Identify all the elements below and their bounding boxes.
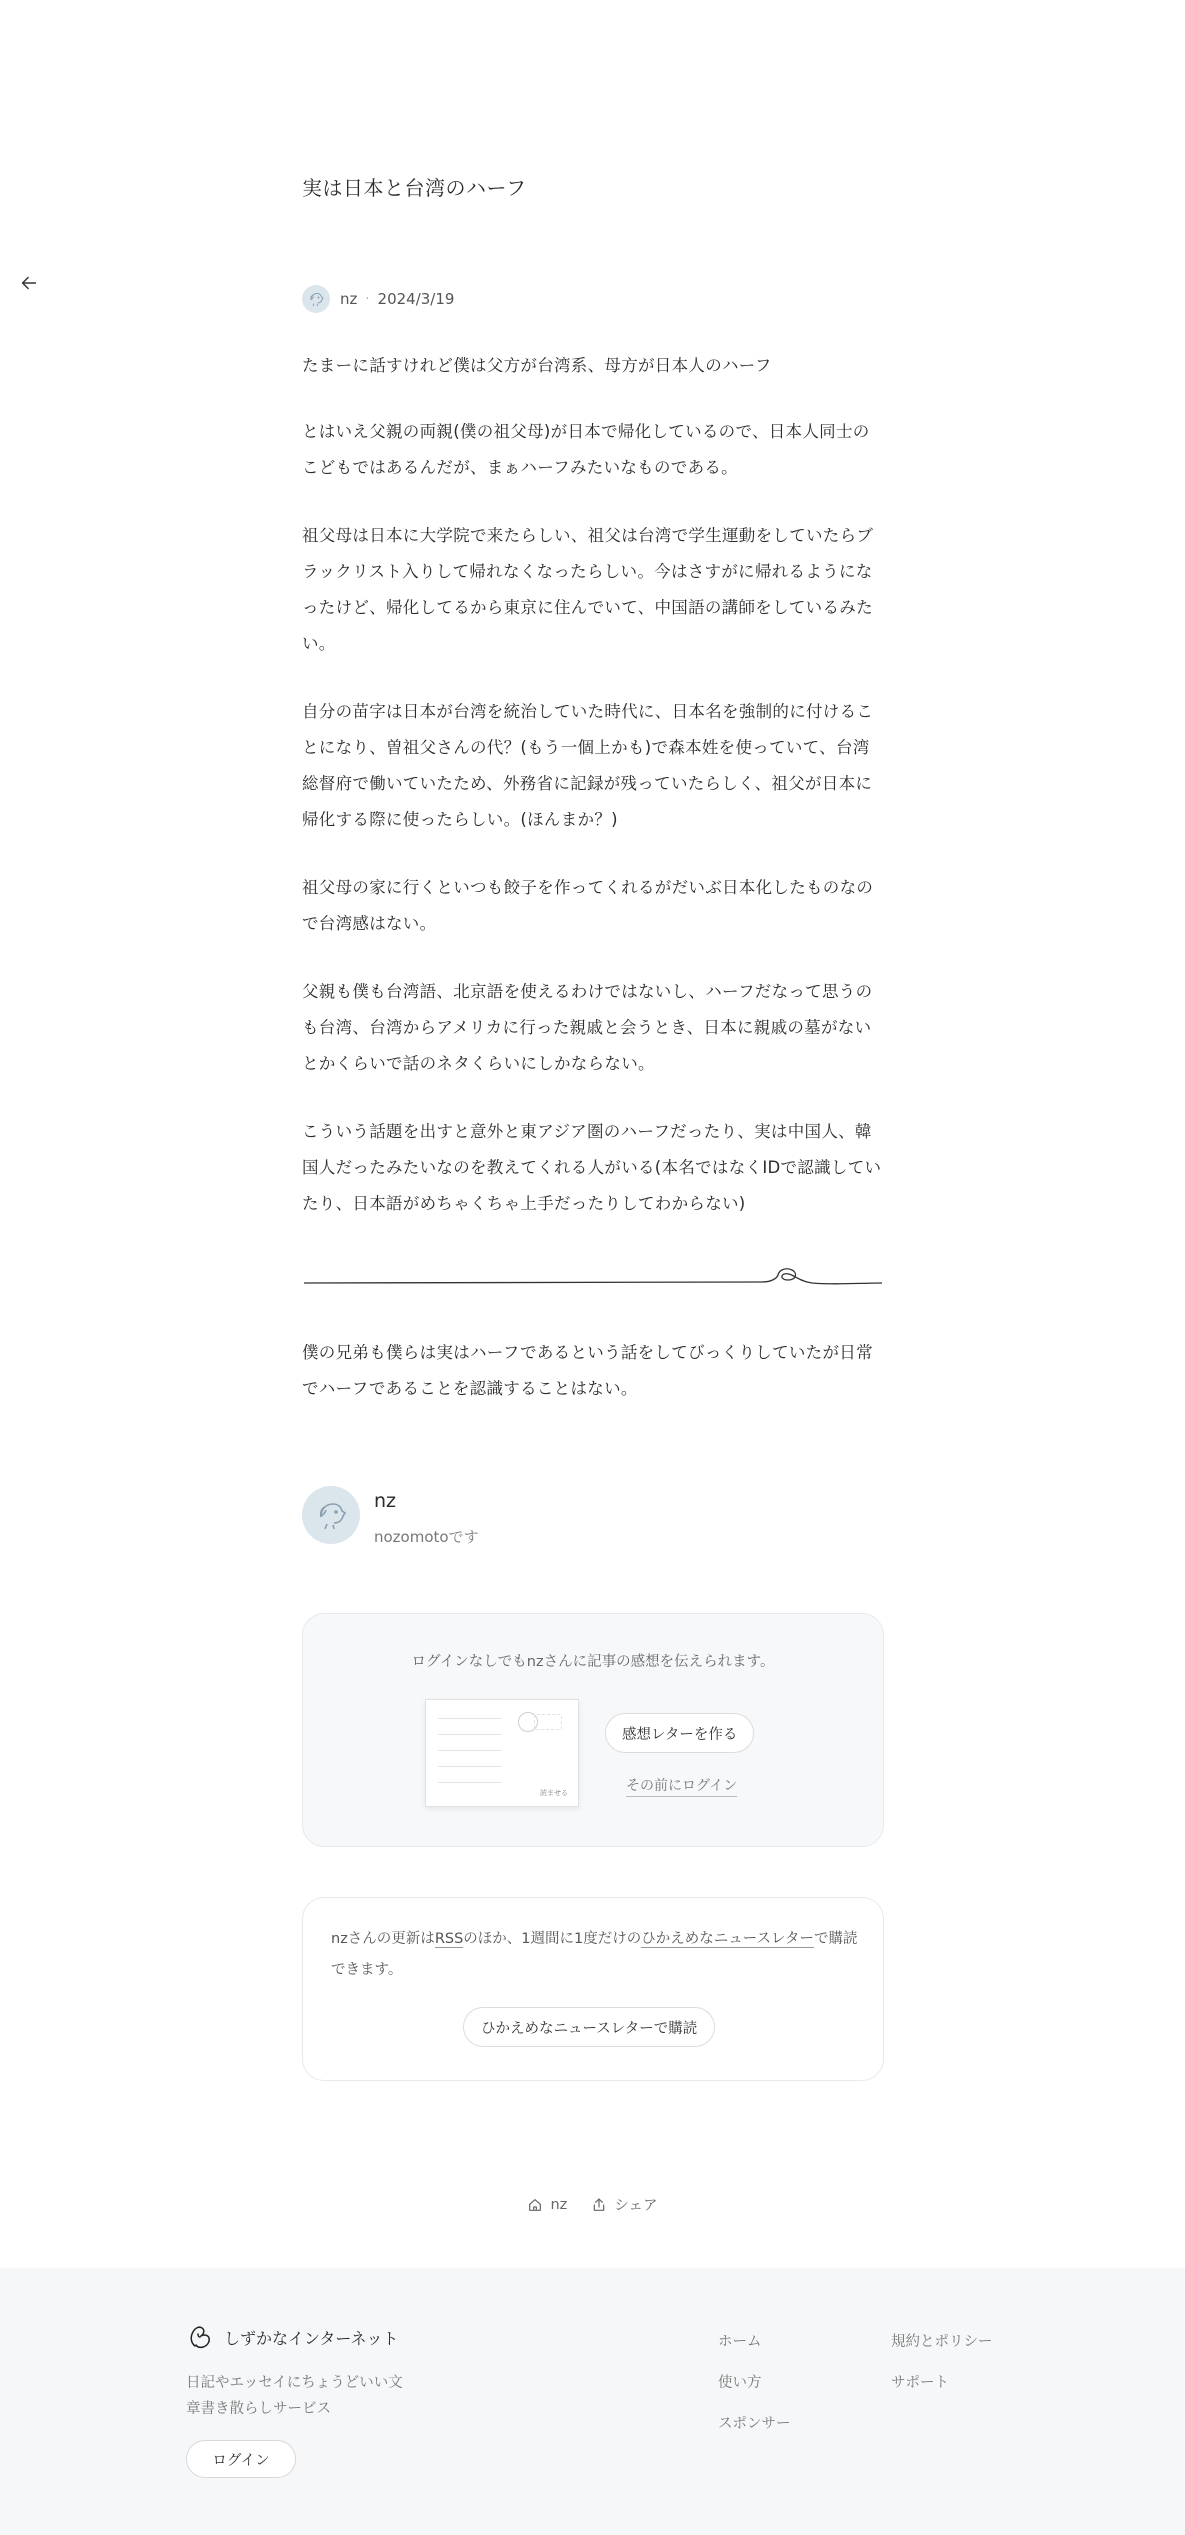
author-card-bio: nozomotoです (374, 1528, 479, 1546)
subscribe-card (302, 1897, 884, 2081)
paragraph: 僕の兄弟も僕らは実はハーフであるという話をしてびっくりしていたが日常でハーフであることを認識することはない。 (302, 1343, 873, 1398)
footer-links-secondary (891, 2330, 993, 2412)
share-button[interactable] (591, 2194, 657, 2215)
article-body (302, 348, 884, 1254)
paragraph: とはいえ父親の両親(僕の祖父母)が日本で帰化しているので、日本人同士のこどもではあるんだが、まぁハーフみたいなものである。 (302, 422, 870, 477)
back-button[interactable] (18, 272, 42, 296)
subscribe-text-mid: のほか、1週間に1度だけの (463, 1931, 642, 1947)
rss-link[interactable]: RSS (434, 1931, 464, 1947)
paragraph: こういう話題を出すと意外と東アジア圏のハーフだったり、実は中国人、韓国人だったみたいなのを教えてくれる人がいる(本名ではなくIDで認識していたり、日本語がめちゃくちゃ上手だったりしてわからない) (302, 1122, 882, 1213)
login-button[interactable]: ログイン (186, 2440, 296, 2478)
letter-card (302, 1613, 884, 1847)
section-divider (302, 1250, 884, 1290)
brand-name: しずかなインターネット (224, 2328, 399, 2348)
share-icon (591, 2197, 607, 2213)
bottom-actions (0, 2194, 1185, 2215)
share-label: シェア (614, 2198, 658, 2214)
arrow-left-icon (18, 272, 40, 294)
author-card-name[interactable]: nz (374, 1490, 397, 1512)
meta-separator: · (365, 291, 370, 307)
author-home-label: nz (550, 2196, 568, 2213)
footer-link-home[interactable]: ホーム (718, 2334, 762, 2350)
make-letter-button[interactable]: 感想レターを作る (605, 1713, 754, 1753)
paragraph: 祖父母は日本に大学院で来たらしい、祖父は台湾で学生運動をしていたらブラックリスト入りして帰れなくなったらしい。今はさすがに帰れるようになったけど、帰化してるから東京に住んでいて、中国語の講師をしているみたい。 (302, 526, 874, 653)
footer-link-how-to[interactable]: 使い方 (718, 2375, 762, 2391)
footer-link-sponsor[interactable]: スポンサー (718, 2416, 791, 2432)
newsletter-link[interactable]: ひかえめなニュースレター (641, 1931, 814, 1947)
footer (0, 2268, 1185, 2535)
login-first-link[interactable]: その前にログイン (626, 1775, 737, 1797)
logo-icon (186, 2322, 216, 2352)
letter-hint: ログインなしでもnzさんに記事の感想を伝えられます。 (411, 1654, 775, 1670)
article-meta (302, 284, 454, 314)
footer-link-terms[interactable]: 規約とポリシー (891, 2334, 993, 2350)
page-title: 実は日本と台湾のハーフ (302, 176, 527, 200)
paragraph: 祖父母の家に行くといつも餃子を作ってくれるがだいぶ日本化したものなので台湾感はない。 (302, 878, 874, 933)
home-icon (527, 2197, 543, 2213)
paragraph: たまーに話すけれど僕は父方が台湾系、母方が日本人のハーフ (302, 356, 772, 375)
brand[interactable] (186, 2322, 399, 2352)
avatar[interactable] (302, 285, 330, 313)
postcard-mark: 読ませる (540, 1789, 568, 1797)
postmark-icon (534, 1714, 562, 1730)
avatar[interactable] (302, 1486, 360, 1544)
subscribe-text-suffix: で購読できます。 (331, 1931, 858, 1978)
author-card (302, 1486, 479, 1547)
article-postscript (302, 1335, 884, 1439)
author-name[interactable]: nz (340, 290, 358, 308)
footer-link-support[interactable]: サポート (891, 2375, 949, 2391)
footer-links-primary (718, 2330, 791, 2453)
tagline: 日記やエッセイにちょうどいい文章書き散らしサービス (186, 2375, 403, 2417)
subscribe-text-prefix: nzさんの更新は (331, 1931, 435, 1947)
dog-icon (306, 289, 326, 309)
author-home-link[interactable] (527, 2194, 567, 2215)
paragraph: 自分の苗字は日本が台湾を統治していた時代に、日本名を強制的に付けることになり、曽祖父さんの代？(もう一個上かも)で森本姓を使っていて、台湾総督府で働いていたため、外務省に記録が残っていたらしく、祖父が日本に帰化する際に使ったらしい。(ほんまか？) (302, 702, 874, 829)
postcard-illustration (425, 1699, 579, 1807)
subscribe-text (331, 1924, 861, 1986)
publish-date: 2024/3/19 (377, 290, 455, 308)
paragraph: 父親も僕も台湾語、北京語を使えるわけではないし、ハーフだなって思うのも台湾、台湾からアメリカに行った親戚と会うとき、日本に親戚の墓がないとかくらいで話のネタくらいにしかならない。 (302, 982, 873, 1073)
subscribe-newsletter-button[interactable]: ひかえめなニュースレターで購読 (463, 2007, 715, 2047)
dog-icon (311, 1495, 351, 1535)
